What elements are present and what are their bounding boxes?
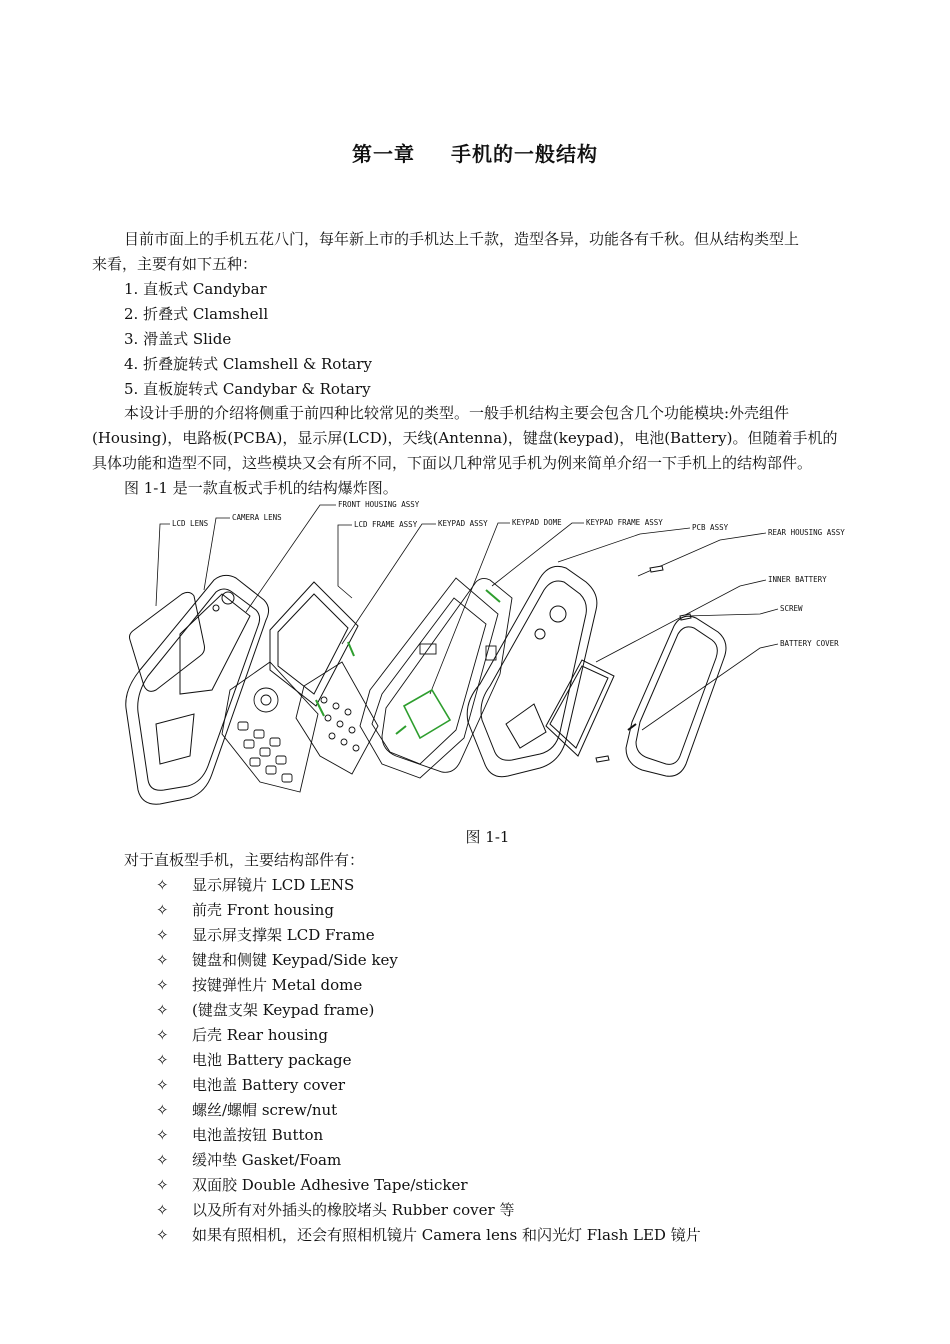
keypad-part [222, 662, 318, 792]
label-lcd-lens: LCD LENS [172, 519, 209, 528]
bullet-icon: ✧ [156, 1176, 169, 1194]
part-item: ✧ 如果有照相机，还会有照相机镜片 Camera lens 和闪光灯 Flash LED 镜片 [156, 1223, 701, 1248]
part-item: ✧ 双面胶 Double Adhesive Tape/sticker [156, 1173, 468, 1198]
chapter-title [0, 138, 950, 167]
part-item: ✧ 按键弹性片 Metal dome [156, 973, 362, 998]
part-item: ✧ (键盘支架 Keypad frame) [156, 998, 374, 1023]
bullet-icon: ✧ [156, 1101, 169, 1119]
label-rear-housing: REAR HOUSING ASSY [768, 528, 845, 537]
bullet-icon: ✧ [156, 1151, 169, 1169]
part-item: ✧ 电池盖 Battery cover [156, 1073, 345, 1098]
bullet-icon: ✧ [156, 1126, 169, 1144]
para2-line-1: 本设计手册的介绍将侧重于前四种比较常见的类型。一般手机结构主要会包含几个功能模块:外壳组件 [124, 404, 790, 422]
lcd-frame-part [270, 582, 358, 716]
label-keypad-frame: KEYPAD FRAME ASSY [586, 518, 663, 527]
bullet-icon: ✧ [156, 1201, 169, 1219]
part-item: ✧ 电池盖按钮 Button [156, 1123, 323, 1148]
keypad-frame-part [360, 578, 498, 778]
part-item: ✧ 前壳 Front housing [156, 898, 334, 923]
type-item-3: 3. 滑盖式 Slide [124, 330, 232, 348]
label-lcd-frame: LCD FRAME ASSY [354, 520, 418, 529]
bullet-icon: ✧ [156, 1076, 169, 1094]
part-item: ✧ 缓冲垫 Gasket/Foam [156, 1148, 341, 1173]
label-keypad-dome: KEYPAD DOME [512, 518, 562, 527]
battery-cover-part [626, 616, 726, 776]
para2-line-3: 具体功能和造型不同，这些模块又会有所不同，下面以几种常见手机为例来简单介绍一下手机上的结构部件。 [92, 454, 813, 472]
figure-caption: 图 1-1 [465, 828, 510, 846]
intro-line-1: 目前市面上的手机五花八门，每年新上市的手机达上千款，造型各异，功能各有千秋。但从结构类型上 [124, 230, 800, 248]
label-pcb: PCB ASSY [692, 523, 729, 532]
label-inner-battery: INNER BATTERY [768, 575, 827, 584]
type-item-2: 2. 折叠式 Clamshell [124, 305, 269, 323]
part-item: ✧ 键盘和侧键 Keypad/Side key [156, 948, 398, 973]
part-item: ✧ 螺丝/螺帽 screw/nut [156, 1098, 337, 1123]
parts-intro: 对于直板型手机，主要结构部件有： [124, 851, 365, 869]
chapter-name: 手机的一般结构 [451, 142, 598, 166]
bullet-icon: ✧ [156, 926, 169, 944]
exploded-view-figure [120, 494, 860, 810]
bullet-icon: ✧ [156, 1051, 169, 1069]
lcd-lens-part [130, 592, 205, 691]
bullet-icon: ✧ [156, 1226, 169, 1244]
label-camera-lens: CAMERA LENS [232, 513, 282, 522]
bullet-icon: ✧ [156, 976, 169, 994]
label-keypad: KEYPAD ASSY [438, 519, 488, 528]
label-battery-cover: BATTERY COVER [780, 639, 839, 648]
part-item: ✧ 显示屏镜片 LCD LENS [156, 873, 354, 898]
part-item: ✧ 电池 Battery package [156, 1048, 352, 1073]
bullet-icon: ✧ [156, 901, 169, 919]
label-screw: SCREW [780, 604, 803, 613]
part-item: ✧ 后壳 Rear housing [156, 1023, 328, 1048]
chapter-number: 第一章 [352, 142, 415, 166]
label-front-housing: FRONT HOUSING ASSY [338, 500, 420, 509]
type-item-1: 1. 直板式 Candybar [124, 280, 267, 298]
bullet-icon: ✧ [156, 1026, 169, 1044]
type-item-4: 4. 折叠旋转式 Clamshell & Rotary [124, 355, 372, 373]
part-item: ✧ 显示屏支撑架 LCD Frame [156, 923, 375, 948]
bullet-icon: ✧ [156, 951, 169, 969]
bullet-icon: ✧ [156, 1001, 169, 1019]
bullet-icon: ✧ [156, 876, 169, 894]
screw-parts [596, 566, 691, 762]
intro-line-2: 来看，主要有如下五种： [92, 255, 258, 273]
para2-line-4: 图 1-1 是一款直板式手机的结构爆炸图。 [124, 479, 398, 497]
part-item: ✧ 以及所有对外插头的橡胶堵头 Rubber cover 等 [156, 1198, 514, 1223]
type-item-5: 5. 直板旋转式 Candybar & Rotary [124, 380, 371, 398]
para2-line-2: (Housing)，电路板(PCBA)，显示屏(LCD)，天线(Antenna)，键盘(keypad)，电池(Battery)。但随着手机的 [92, 429, 838, 447]
